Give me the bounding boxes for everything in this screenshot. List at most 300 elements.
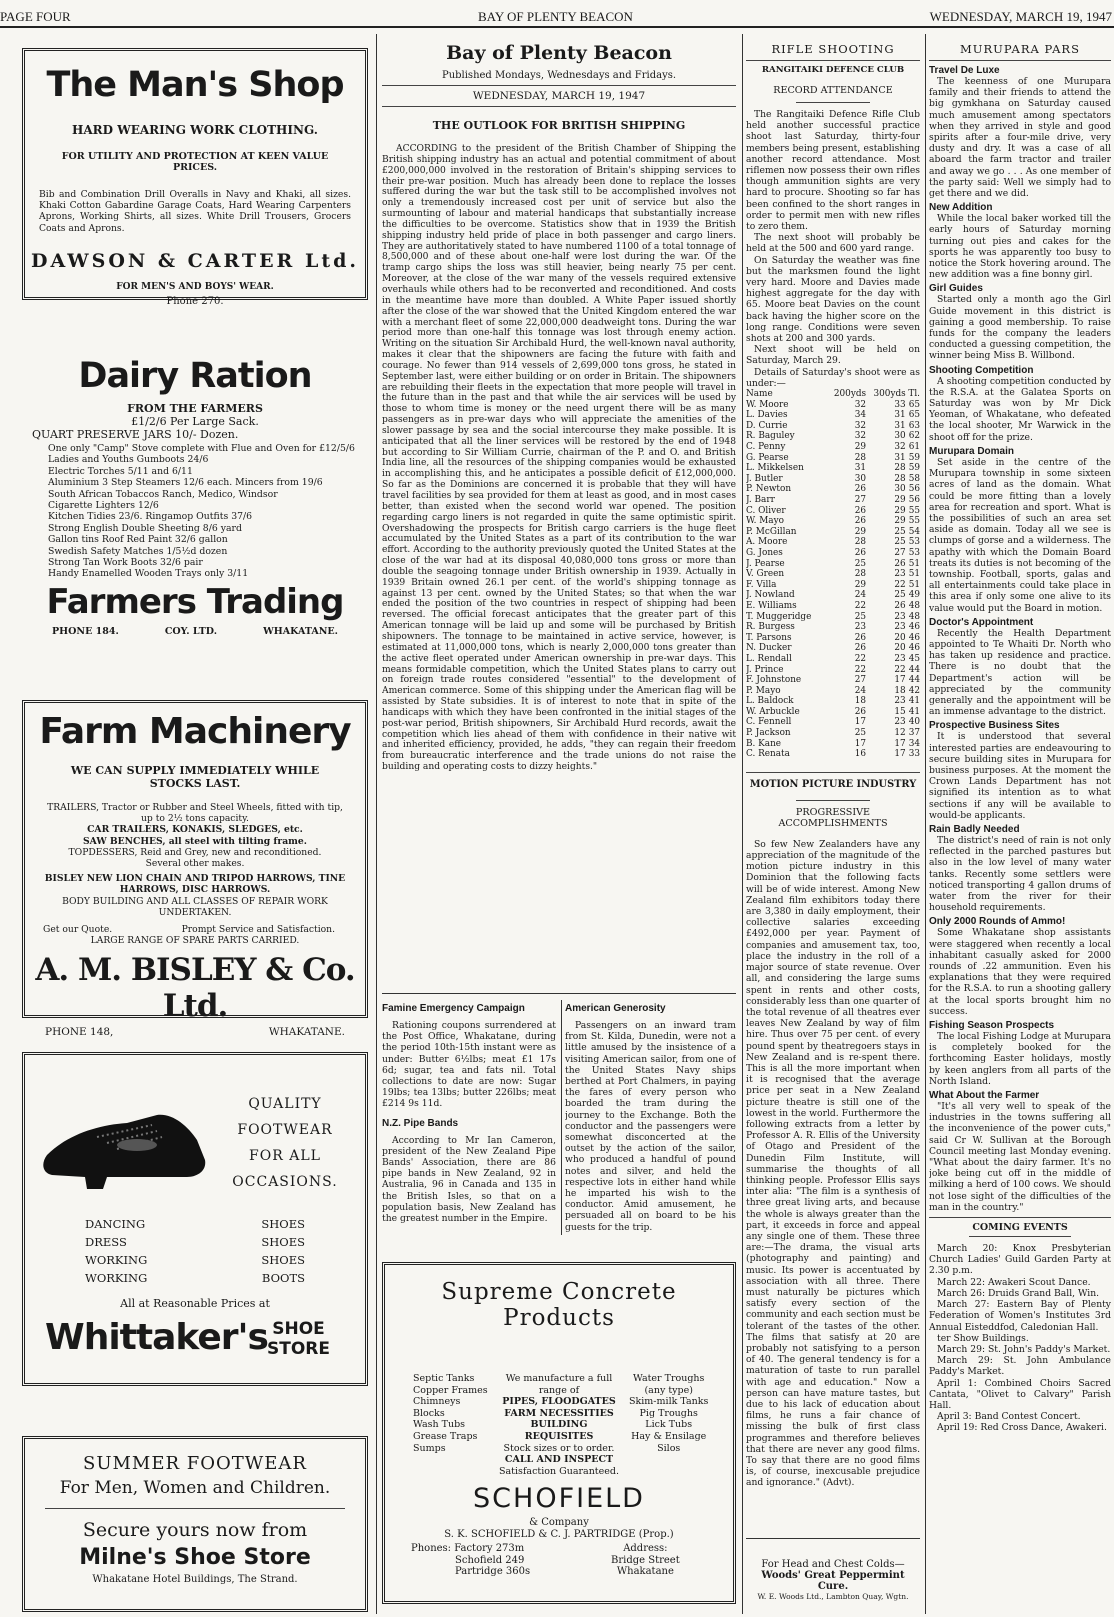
schofield-name: SCHOFIELD [473, 1483, 645, 1514]
score-cell: 62 [908, 431, 920, 442]
dairy-item: Aluminium 3 Step Steamers 12/6 each. Mincers from 19/6 [48, 477, 323, 489]
score-cell: C. Renata [746, 749, 790, 760]
rifle-p2: The next shoot will probably be held at the 500 and 600 yard range. [746, 232, 920, 255]
schofield-props: S. K. SCHOFIELD & C. J. PARTRIDGE (Prop.) [444, 1529, 674, 1540]
score-cell: J. Prince [746, 664, 784, 675]
mans-shop-sub: HARD WEARING WORK CLOTHING. [72, 123, 318, 137]
event-item: ter Show Buildings. [937, 1332, 1029, 1344]
score-col-header: 300yds [873, 389, 906, 400]
farm-sub: WE CAN SUPPLY IMMEDIATELY WHILE STOCKS LAST. [70, 764, 320, 790]
score-col-header: Tl. [908, 389, 920, 400]
farm-l4: TOPDESSERS, Reid and Grey, new and reconditioned. [68, 846, 322, 858]
event-item: April 1: Combined Choirs Sacred Cantata, "Olivet to Calvary" Parish Hall. [929, 1377, 1111, 1411]
schofield-ph2: Schofield 249 [455, 1554, 525, 1566]
score-cell: 16 [854, 749, 867, 760]
dairy-item: South African Tobaccos Ranch, Medico, Windsor [48, 488, 278, 500]
milne-t3: Secure yours now from [82, 1519, 308, 1541]
mans-shop-line2: FOR UTILITY AND PROTECTION AT KEEN VALUE PRICES. [61, 151, 329, 173]
farmers-trading-name: Farmers Trading [46, 581, 344, 622]
whittaker-store: STORE [267, 1339, 330, 1359]
score-cell: J. Pearse [746, 558, 785, 569]
score-row [746, 654, 920, 665]
score-cell: T. Muggeridge [746, 611, 812, 622]
dairy-item: Kitchen Tidies 23/6. Ringamop Outfits 37/6 [48, 511, 253, 523]
concrete-title1: Supreme Concrete [441, 1279, 677, 1305]
score-cell: 54 [908, 526, 920, 537]
score-cell: 46 [908, 643, 920, 654]
famine-head: Famine Emergency Campaign [382, 1003, 525, 1014]
masthead-pub: Published Mondays, Wednesdays and Fridays. [441, 70, 677, 81]
score-cell: 23 [894, 611, 906, 622]
murupara-para: "It's all very well to speak of the industries in the towns suffering all the inconvenience of the power cuts," said Cr W. Sullivan at the Borough Council meeting last Monday evening. "What about the dairy farmer. It's no joke being cut off in the middle of milking a herd of 100 cows. We should not lose sight of the difficulties of the man in the country." [929, 1101, 1111, 1213]
score-row [746, 442, 920, 453]
score-cell: 25 [854, 611, 867, 622]
murupara-subhead: Prospective Business Sites [929, 720, 1060, 732]
score-cell: L. Davies [746, 410, 788, 421]
whittaker-q3: FOR ALL [249, 1148, 321, 1164]
score-cell: 25 [894, 537, 906, 548]
score-cell: 34 [908, 738, 920, 749]
score-cell: 41 [908, 706, 920, 717]
score-row [746, 717, 920, 728]
score-cell: 46 [908, 632, 920, 643]
score-cell: 26 [894, 558, 906, 569]
score-cell: 59 [908, 452, 920, 463]
score-cell: 22 [854, 664, 867, 675]
score-cell: P. McGillan [746, 526, 797, 537]
farm-l7: BODY BUILDING AND ALL CLASSES OF REPAIR WORK UNDERTAKEN. [62, 895, 328, 918]
whittaker-q1: QUALITY [248, 1096, 322, 1112]
shoe-type: DRESS [85, 1235, 127, 1249]
score-cell: 25 [894, 526, 906, 537]
score-cell: 55 [908, 505, 920, 516]
score-row [746, 580, 920, 591]
score-col-header: 200yds [833, 389, 867, 400]
concrete-item: Chimneys [413, 1396, 461, 1408]
score-cell: P. Mayo [746, 685, 781, 696]
score-cell: 32 [854, 431, 867, 442]
rifle-p1: The Rangitaiki Defence Rifle Club held another successful practice shoot last Saturday, thirty-four members being present, establishing another record attendance. Most riflemen now possess their own rifles though ammunition sights are very hard to procure. Shooting so far has been confined to the short ranges in order to permit men with new rifles to zero them. [746, 109, 920, 233]
motion-body: So few New Zealanders have any appreciation of the magnitude of the motion picture industry in this Dominion that the following facts will be of wide interest. Among New Zealand film exhibitors today there are 3,380 in daily employment, their collective salaries exceeding £492,000 per year. Payment of companies and amusement tax, too, place the industry in the roll of a major source of state revenue. Over all, and considering the large sums spent in rents and other costs, considerably less than one quarter of the total revenue of all theatres ever leaves New Zealand by way of film hire. Thus over 75 per cent. of every pound spent by theatregoers stays in New Zealand and is re-spent there. This is all the more important when it is recognised that the average price per seat in a New Zealand picture theatre is still one of the lowest in the world. Furthermore the following extracts from a letter by Professor A. R. Ellis of the University of Otago and President of the Dunedin Film Institute, will summarise the thoughts of all thinking people. Professor Ellis says inter alia: "The film is a synthesis of three great living arts, and because the whole is always greater than the part, it exceeds in force and appeal any single one of them. These three are:—The drama, the visual arts (photography and painting) and music. Its power is accentuated by association with all three. There must naturally be pictures which satisfy every section of the community and each section must be tolerant of the tastes of the other. The films that satisfy at 20 are probably not satisfying to a person of 40. The general tendency is for a maturation of taste to run parallel with age and education." Now a person can have mature tastes, but due to his lack of education about films, he runs a fair chance of missing the bulk of first class programmes and therefore believes that there are never any good films. To say that there are no good films is, of course, inexcusable prejudice and ignorance." (Advt). [746, 838, 920, 1489]
murupara-subhead: Shooting Competition [929, 364, 1034, 376]
score-cell: 26 [854, 484, 867, 495]
farm-l5: Several other makes. [145, 858, 245, 870]
murupara-subhead: Doctor's Appointment [929, 616, 1034, 628]
concrete-item: Septic Tanks [413, 1373, 475, 1384]
rifle-motion-column [746, 34, 920, 1614]
mans-shop-phone: Phone 270. [166, 295, 224, 307]
score-cell: 56 [908, 495, 920, 506]
concrete-mid5: Stock sizes or to order. [503, 1442, 615, 1454]
score-cell: 23 [894, 717, 906, 728]
score-cell: 23 [854, 622, 867, 633]
score-cell: 23 [894, 569, 906, 580]
farm-l6: BISLEY NEW LION CHAIN AND TRIPOD HARROWS, TINE HARROWS, DISC HARROWS. [44, 873, 346, 896]
woods-ad [746, 1538, 920, 1614]
dairy-coy: COY. LTD. [164, 625, 218, 637]
score-cell: 33 [908, 749, 920, 760]
dairy-item: Gallon tins Roof Red Paint 32/6 gallon [48, 534, 228, 546]
score-cell: 32 [894, 442, 906, 453]
page-header [0, 0, 1114, 28]
score-cell: 27 [854, 675, 867, 686]
score-cell: 32 [854, 399, 867, 410]
schofield-addr3: Whakatane [616, 1566, 674, 1577]
score-cell: F. Villa [746, 579, 777, 590]
score-cell: J. Butler [746, 473, 783, 484]
farm-machinery-ad [22, 700, 368, 1039]
milne-t1: SUMMER FOOTWEAR [83, 1453, 307, 1474]
score-col-header: Name [746, 389, 773, 400]
concrete-item: Silos [657, 1442, 681, 1454]
score-cell: 26 [854, 516, 867, 527]
score-row [746, 548, 920, 559]
score-cell: 28 [854, 452, 867, 463]
dairy-price: £1/2/6 Per Large Sack. [131, 415, 259, 428]
concrete-mid2: PIPES, FLOODGATES [502, 1396, 616, 1408]
murupara-subhead: Only 2000 Rounds of Ammo! [929, 916, 1066, 928]
score-cell: 23 [894, 653, 906, 664]
score-row [746, 506, 920, 517]
farm-title: Farm Machinery [39, 711, 351, 752]
score-cell: 29 [854, 442, 867, 453]
score-cell: 41 [908, 696, 920, 707]
score-row [746, 400, 920, 411]
shoe-type: WORKING [85, 1271, 148, 1285]
murupara-para: While the local baker worked till the early hours of Saturday morning turning out pies and cakes for the sports he was apparently too busy to notice the Stork hovering around. The new addition was a fine bonny girl. [929, 213, 1111, 281]
score-cell: G. Jones [746, 547, 783, 558]
concrete-left-list [413, 1373, 488, 1454]
col2-briefs-left [382, 1000, 556, 1240]
shoe-kind: SHOES [261, 1235, 305, 1249]
score-row [746, 675, 920, 686]
score-row [746, 453, 920, 464]
whittaker-ad [22, 1052, 368, 1386]
american-body: Passengers on an inward tram from St. Kilda, Dunedin, were not a little amused by the insistence of a visiting American sailor, from one of the United States Navy ships berthed at Port Chalmers, in paying the fares of every person who boarded the tram during the journey to the Exchange. Both the conductor and the passengers were somewhat disconcerted at the outset by the action of the sailor, who produced a handful of pound notes and silver, and held the respective lots in either hand while he imparted his wish to the conductor. Amid amusement, he persuaded all on board to be his guests for the trip. [565, 1020, 736, 1233]
score-cell: 56 [908, 484, 920, 495]
score-row [746, 495, 920, 506]
murupara-subhead: Murupara Domain [929, 445, 1015, 457]
score-row [746, 559, 920, 570]
score-row [746, 516, 920, 527]
score-cell: 27 [854, 495, 867, 506]
score-cell: R. Baguley [746, 431, 795, 442]
murupara-para: Recently the Health Department appointed to Te Whaiti Dr. North who has taken up residence and practice. There is no doubt that the Department's action will be appreciated by the community generally and the appointment will be an immense advantage to the district. [929, 627, 1111, 718]
farm-l1: TRAILERS, Tractor or Rubber and Steel Wheels, fitted with tip, up to 2½ tons capacity. [47, 802, 343, 825]
murupara-para: Set aside in the centre of the Murupara township in some sixteen acres of land as the domain. What could be more fitting than a lovely area for recreation and sport. What is the possibilities of such an area set aside as domain. Today all we see is clumps of gorse and a wilderness. The apathy with which the Domain Board treats its duties is not becoming of the township. Football, sports, galas and all entertainments could take place in this area if only some one alive to its value would put the Board in motion. [929, 456, 1111, 614]
score-table [746, 389, 920, 760]
score-cell: 18 [854, 696, 867, 707]
american-head: American Generosity [565, 1003, 666, 1014]
woods-ad3: W. E. Woods Ltd., Lambton Quay, Wgtn. [757, 1592, 909, 1601]
score-cell: 44 [908, 675, 920, 686]
concrete-item: Blocks [413, 1407, 445, 1419]
score-cell: 20 [894, 643, 906, 654]
concrete-item: (any type) [644, 1384, 693, 1396]
rifle-head: RIFLE SHOOTING [771, 42, 895, 56]
schofield-ph3: Partridge 360s [455, 1566, 531, 1577]
score-cell: C. Oliver [746, 505, 786, 516]
score-cell: E. Williams [746, 600, 797, 611]
score-row [746, 612, 920, 623]
murupara-head: MURUPARA PARS [960, 42, 1080, 56]
score-cell: 51 [908, 558, 920, 569]
score-row [746, 474, 920, 485]
score-cell: 32 [854, 420, 867, 431]
score-row [746, 527, 920, 538]
score-cell: 26 [854, 632, 867, 643]
rifle-p3: On Saturday the weather was fine but the marksmen found the light very hard. Moore and Davies made highest aggregate for the day with 65. Moore beat Davies on the count back having the higher score on the long range. Conditions were seven shots at 200 and 300 yards. [746, 254, 920, 345]
shoe-kind: BOOTS [261, 1271, 305, 1285]
score-cell: 51 [908, 579, 920, 590]
dairy-item: Ladies and Youths Gumboots 24/6 [48, 454, 209, 466]
score-cell: 17 [854, 738, 867, 749]
murupara-para: The local Fishing Lodge at Murupara is completely booked for the forthcoming Easter holidays, mostly by keen anglers from all parts of the North Island. [929, 1031, 1111, 1087]
concrete-right-list [629, 1373, 708, 1454]
rifle-p5: Details of Saturday's shoot were as under:— [746, 366, 920, 389]
event-item: March 27: Eastern Bay of Plenty Federation of Women's Institutes 3rd Annual Eisteddfod, Caledonian Hall. [929, 1299, 1111, 1333]
whittaker-q4: OCCASIONS. [232, 1174, 338, 1190]
bisley-phone: PHONE 148, [45, 1026, 114, 1039]
score-cell: 37 [908, 728, 920, 739]
score-cell: 61 [908, 442, 920, 453]
score-cell: 30 [894, 431, 906, 442]
pipe-head: N.Z. Pipe Bands [382, 1117, 459, 1129]
score-cell: 26 [854, 547, 867, 558]
score-cell: 25 [854, 558, 867, 569]
schofield-phones: Phones: Factory 273m [411, 1543, 525, 1554]
farm-l9: LARGE RANGE OF SPARE PARTS CARRIED. [90, 935, 300, 947]
schofield-addr: Address: [623, 1543, 668, 1554]
score-cell: 17 [854, 717, 867, 728]
motion-head: MOTION PICTURE INDUSTRY [749, 778, 917, 790]
score-cell: L. Rendall [746, 653, 792, 664]
dairy-item: Strong Tan Work Boots 32/6 pair [48, 557, 203, 569]
concrete-item: Copper Frames [413, 1384, 488, 1396]
famine-body: Rationing coupons surrendered at the Post Office, Whakatane, during the period 10th-15th instant were as under: Butter 6½lbs; meat £1 17s 6d; sugar, tea and fats nil. Total collections to date are now: Sugar 19lbs; tea 13lbs; butter 226lbs; meat £214 9s 11d. [382, 1020, 556, 1110]
event-item: March 22: Awakeri Scout Dance. [937, 1276, 1091, 1288]
score-cell: 44 [908, 664, 920, 675]
murupara-para: Some Whakatane shop assistants were staggered when recently a local inhabitant casually asked for 2000 rounds of .22 ammunition. Even his explanations that they were required for the R.S.A. to run a shooting gallery at the local sports brought him no success. [929, 927, 1111, 1017]
score-cell: 49 [908, 590, 920, 601]
score-row [746, 537, 920, 548]
score-cell: 22 [894, 579, 906, 590]
score-row [746, 421, 920, 432]
score-cell: 53 [908, 537, 920, 548]
score-cell: P. Newton [746, 484, 792, 495]
score-cell: 25 [894, 590, 906, 601]
score-row [746, 633, 920, 644]
score-cell: L. Mikkelsen [746, 463, 804, 474]
whittaker-q2: FOOTWEAR [237, 1122, 333, 1138]
concrete-item: Hay & Ensilage [631, 1430, 707, 1442]
page-date: WEDNESDAY, MARCH 19, 1947 [929, 9, 1112, 24]
shoe-kind: SHOES [261, 1253, 305, 1267]
score-cell: 30 [854, 473, 867, 484]
dairy-item: One only "Camp" Stove complete with Flue and Oven for £12/5/6 [48, 443, 355, 454]
score-cell: P. Jackson [746, 728, 791, 739]
score-row [746, 749, 920, 760]
farm-l2: CAR TRAILERS, KONAKIS, SLEDGES, etc. [87, 824, 303, 836]
score-cell: 55 [908, 516, 920, 527]
score-row [746, 590, 920, 601]
score-cell: 27 [894, 547, 906, 558]
score-row [746, 665, 920, 676]
shoe-kind: SHOES [261, 1217, 305, 1231]
score-cell: 29 [894, 505, 906, 516]
score-cell: 48 [908, 600, 920, 611]
woods-ad2: Woods' Great Peppermint Cure. [761, 1570, 905, 1592]
score-cell: R. Burgess [746, 622, 795, 633]
col2-briefs-right [565, 1000, 736, 1240]
concrete-mid4: BUILDING REQUISITES [524, 1419, 594, 1442]
whittaker-list [85, 1215, 305, 1287]
murupara-para: The district's need of rain is not only reflected in the parched pastures but also in the low level of many water tanks. Recently some settlers were noticed transporting 4 gallon drums of water from the river for their household requirements. [929, 834, 1111, 914]
score-cell: 28 [854, 569, 867, 580]
concrete-mid1: We manufacture a full range of [505, 1373, 613, 1396]
dairy-ad [22, 356, 368, 664]
pipe-body: According to Mr Ian Cameron, president of the New Zealand Pipe Bands' Association, there are 86 pipe bands in New Zealand, 92 in Australia, 96 in Canada and 135 in the British Isles, so that on a population basis, New Zealand has the greatest number in the Empire. [382, 1134, 556, 1225]
whittaker-name: Whittaker's [45, 1317, 268, 1358]
dairy-town: WHAKATANE. [263, 625, 338, 637]
concrete-item: Pig Troughs [639, 1407, 698, 1419]
score-row [746, 431, 920, 442]
shoe-icon [37, 1085, 217, 1205]
bisley-name: A. M. BISLEY & Co. Ltd. [35, 952, 355, 1025]
score-cell: J. Nowland [746, 590, 795, 601]
murupara-subhead: Fishing Season Prospects [929, 1020, 1055, 1032]
schofield-co: & Company [529, 1517, 589, 1528]
score-cell: 31 [894, 410, 906, 421]
score-cell: 42 [908, 685, 920, 696]
concrete-title2: Products [503, 1305, 615, 1331]
editorial-body: ACCORDING to the president of the British Chamber of Shipping the British shipping industry has an actual and potential commitment of about £200,000,000 involved in the restoration of Britain's shipping services to their pre-war position. Much has already been done to replace the losses suffered during the war but the task still to be accomplished involves not only a tremendously increased cost per unit of service but also the surmounting of labour and material handicaps that substantially increase the difficulties to be overcome. Statistics show that in 1939 the British shipping industry held pride of place in both passenger and cargo liners. They are authoritatively stated to have numbered 1100 of a total tonnage of 8,500,000 and of these about one-half were lost during the war. Of the tramp cargo ships the loss was still heavier, being nearly 75 per cent. Moreover, at the close of the war many of the vessels required extensive overhauls while others had to be reconverted and reconditioned. And costs in the meantime have more than doubled. A White Paper issued shortly after the close of the war showed that the United Kingdom entered the war with a merchant fleet of some 22,000,000 deadweight tons. During the war period more than one-half this tonnage was lost through enemy action. Writing on the situation Sir Archibald Hurd, the well-known naval authority, makes it clear that the shipowners are facing the future with faith and courage. No fewer than 914 vessels of 2,699,000 tons gross, he stated in September last, were either building or on order in Britain. The shipowners are rebuilding their fleets in the expectation that more people will travel in the future than in the past and that while the air services will be used by those to whom time is money or the need urgent there will be as many passengers as in pre-war days who will appreciate the amenities of the slower passage by sea and the social intercourse they make possible. It is anticipated that all the liner services will be restored by the end of 1948 but according to Sir William Currie, chairman of the P. and O. and British India line, all the resources of the shipping companies would be exhausted in accomplishing this, and he anticipates a possible deficit of £12,000,000. So far as the Dominions are concerned it is probable that they will have travel facilities by sea provided for them at least as good, and in most cases better, than existed when the second world war opened. The position regarding cargo liners is not regarded in quite the same optimistic spirit. Overshadowing the prospects for British cargo carriers is the huge fleet accumulated by the United States as a part of its contribution to the war effort. According to the authority previously quoted the United States at the close of the war had at its disposal 40,080,000 tons gross or more than double the seagoing tonnage under British ownership in 1939. Actually in 1939 Britain owned 26.1 per cent. of the world's shipping tonnage as against 13 per cent. owned by the United States; so that when the war ended the position of the two countries in respect of shipping had been reversed. The official forecast anticipates that the greater part of this American tonnage will be laid up and some will be purchased by British shipowners. The tonnage to be maintained in active service, however, is estimated at 11,000,000 tons, which is nearly 2,000,000 tons greater than the active fleet operated under American ownership in pre-war days. This means formidable competition, which the United States plans to carry out on foreign trade routes considered "essential" to the development of American commerce. Some of this shipping under the American flag will be assisted by State subsidies. It is of interest to note that in spite of the handicaps with which they have been confronted in the initial stages of the post-war period, British shipowners, Sir Archibald Hurd records, await the competition which lies ahead of them with confidence in their native wit and inherited efficiency, provided, he adds, "they can regain their freedom from bureaucratic interference and the trade unions do not raise the building and operating costs to dizzy heights." [382, 144, 736, 773]
milne-t5: Whakatane Hotel Buildings, The Strand. [92, 1574, 298, 1585]
farm-quote: Get our Quote. [43, 924, 113, 936]
dairy-item: Electric Torches 5/11 and 6/11 [48, 465, 193, 477]
concrete-item: Wash Tubs [413, 1419, 466, 1431]
score-row [746, 410, 920, 421]
farm-l3: SAW BENCHES, all steel with tilting frame. [83, 835, 307, 847]
score-cell: 17 [894, 749, 906, 760]
score-cell: 29 [894, 516, 906, 527]
events-head: COMING EVENTS [972, 1222, 1068, 1234]
murupara-para: The keenness of one Murupara family and their friends to attend the big gymkhana on Saturday caused much amusement among spectators when they arrived in style and good spirits after a four-mile drive, very dusty and dry. It was a case of all aboard the farm tractor and trailer and away we go . . . As one member of the party said: Well we simply had to get there and we did. [929, 76, 1111, 200]
score-cell: 28 [894, 473, 906, 484]
score-cell: 28 [854, 537, 867, 548]
murupara-para: A shooting competition conducted by the R.S.A. at the Galatea Sports on Saturday was won by Mr Dick Yeoman, of Whakatane, who defeated the local shooter, Mr Warwick in the shoot off for the prize. [929, 375, 1111, 443]
dairy-items [48, 443, 362, 580]
score-cell: 34 [854, 410, 867, 421]
score-row [746, 686, 920, 697]
score-cell: 31 [894, 452, 906, 463]
mans-shop-firm-sub: FOR MEN'S AND BOYS' WEAR. [116, 281, 274, 292]
event-item: April 3: Band Contest Concert. [937, 1411, 1081, 1423]
score-cell: 15 [894, 706, 906, 717]
murupara-column [929, 34, 1111, 1614]
score-cell: 17 [894, 675, 906, 686]
score-cell: G. Pearse [746, 452, 789, 463]
dairy-item: Handy Enamelled Wooden Trays only 3/11 [48, 568, 249, 580]
score-cell: 12 [894, 728, 906, 739]
score-row [746, 463, 920, 474]
event-item: March 29: St. John's Paddy's Market. [937, 1343, 1111, 1355]
score-cell: W. Moore [746, 399, 789, 410]
score-cell: 28 [894, 463, 906, 474]
concrete-item: Grease Traps [413, 1430, 478, 1442]
score-cell: C. Penny [746, 442, 786, 453]
score-cell: 20 [894, 632, 906, 643]
schofield-addr2: Bridge Street [611, 1554, 680, 1566]
dairy-phone: PHONE 184. [52, 625, 119, 637]
score-cell: 31 [854, 463, 867, 474]
concrete-item: Lick Tubs [645, 1419, 693, 1431]
paper-name: BAY OF PLENTY BEACON [478, 9, 633, 24]
score-cell: V. Green [746, 569, 785, 580]
murupara-subhead: What About the Farmer [929, 1090, 1040, 1102]
score-cell: 25 [854, 728, 867, 739]
score-row [746, 484, 920, 495]
score-cell: N. Ducker [746, 643, 792, 654]
score-cell: 58 [908, 473, 920, 484]
score-cell: 30 [894, 484, 906, 495]
rifle-p4: Next shoot will be held on Saturday, March 29. [746, 344, 920, 367]
dairy-from: FROM THE FARMERS [127, 402, 263, 415]
score-row [746, 569, 920, 580]
score-row [746, 601, 920, 612]
mans-shop-firm: DAWSON & CARTER Ltd. [30, 249, 359, 272]
murupara-para: Started only a month ago the Girl Guide movement in this district is gaining a good membership. To raise funds for the company the leaders conducted a guessing competition, the winner being Miss B. Willbond. [929, 294, 1111, 362]
score-cell: 24 [854, 685, 867, 696]
woods-ad1: For Head and Chest Colds— [761, 1559, 905, 1570]
milne-t4: Milne's Shoe Store [79, 1545, 311, 1570]
shoe-type: DANCING [85, 1217, 146, 1231]
whittaker-shoe: SHOE [272, 1319, 325, 1339]
concrete-mid6: CALL AND INSPECT [504, 1454, 614, 1466]
score-cell: 46 [908, 622, 920, 633]
score-cell: C. Fennell [746, 717, 792, 728]
concrete-ad [382, 1262, 736, 1604]
score-cell: 29 [854, 526, 867, 537]
shoe-type: WORKING [85, 1253, 148, 1267]
score-cell: 26 [894, 600, 906, 611]
score-cell: W. Mayo [746, 516, 784, 527]
score-cell: D. Currie [746, 420, 788, 431]
score-cell: 29 [854, 579, 867, 590]
score-cell: T. Parsons [746, 632, 792, 643]
concrete-item: Water Troughs [633, 1373, 705, 1384]
score-cell: 48 [908, 611, 920, 622]
event-item: March 29: St. John Ambulance Paddy's Market. [929, 1355, 1111, 1378]
score-cell: J. Barr [746, 495, 775, 506]
score-cell: A. Moore [746, 537, 788, 548]
score-row [746, 643, 920, 654]
dairy-item: Cigarette Lighters 12/6 [48, 500, 159, 512]
mans-shop-ad [22, 48, 368, 307]
score-row [746, 707, 920, 718]
score-cell: 24 [854, 590, 867, 601]
concrete-item: Skim-milk Tanks [629, 1396, 709, 1408]
score-cell: B. Kane [746, 738, 782, 749]
score-row [746, 728, 920, 739]
concrete-item: Sumps [413, 1442, 446, 1454]
dairy-title: Dairy Ration [78, 356, 312, 396]
masthead-date: WEDNESDAY, MARCH 19, 1947 [472, 90, 646, 102]
score-cell: L. Baldock [746, 696, 794, 707]
rifle-sub: RECORD ATTENDANCE [773, 85, 893, 96]
dairy-item: Strong English Double Sheeting 8/6 yard [48, 522, 242, 534]
murupara-subhead: Travel De Luxe [929, 65, 1000, 76]
